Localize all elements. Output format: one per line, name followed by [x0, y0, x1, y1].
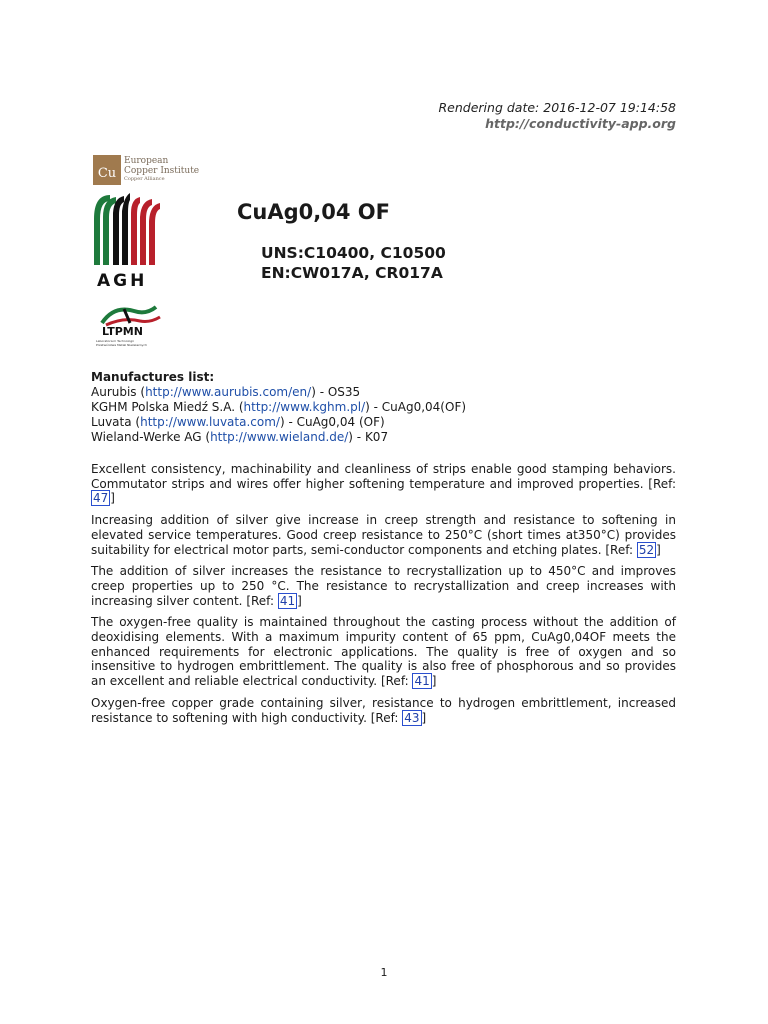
eci-text	[124, 156, 199, 183]
paragraph-text: Increasing addition of silver give increase in creep strength and resistance to softening in elevated service temperatures. Good creep resistance to 250°C (short times at350°C) provides suitability for electrical motor parts, semi-conductor components and etching plates.	[91, 513, 676, 557]
ref-link[interactable]: 41	[279, 593, 296, 608]
ltpmn-sub-line-1: Laboratorium Technologii	[96, 339, 134, 343]
en-code: EN:CW017A, CR017A	[261, 264, 443, 282]
site-url-link[interactable]: http://conductivity-app.org	[485, 116, 676, 131]
ref-link[interactable]: 47	[93, 491, 109, 506]
ref-suffix: ]	[421, 710, 427, 725]
ref-link[interactable]: 52	[638, 542, 655, 557]
document-header	[439, 100, 677, 132]
ref-prefix: [Ref:	[246, 593, 278, 608]
manufacturers-list	[91, 370, 676, 445]
ref-suffix: ]	[656, 542, 661, 557]
manufacturer-url-link[interactable]: http://www.luvata.com/	[140, 415, 280, 429]
eci-line-2: Copper Institute	[124, 166, 200, 176]
manufacturers-heading: Manufactures list:	[91, 370, 215, 384]
manufacturer-name: KGHM Polska Miedź S.A.	[91, 400, 236, 414]
agh-logo	[92, 193, 162, 291]
ref-link[interactable]: 41	[414, 674, 430, 689]
ref-suffix: ]	[110, 491, 115, 506]
ref-suffix: ]	[431, 674, 437, 689]
description-paragraph	[91, 513, 676, 557]
description-paragraph	[91, 462, 676, 506]
eci-line-3: Copper Alliance	[124, 176, 165, 182]
ref-prefix: [Ref:	[370, 710, 403, 725]
ref-prefix: [Ref:	[605, 542, 637, 557]
material-codes	[261, 243, 446, 283]
manufacturer-grade: CuAg0,04(OF)	[381, 400, 467, 414]
manufacturer-url-link[interactable]: http://www.aurubis.com/en/	[145, 385, 312, 399]
ltpmn-subtitle	[96, 339, 147, 347]
agh-emblem-icon	[92, 193, 162, 271]
manufacturer-item: Aurubis (http://www.aurubis.com/en/) - OS35	[91, 385, 361, 399]
ltpmn-emblem-icon	[94, 303, 166, 327]
ltpmn-logo	[94, 303, 166, 349]
ltpmn-label: LTPMN	[102, 325, 143, 338]
ref-prefix: [Ref:	[380, 674, 413, 689]
manufacturer-grade: K07	[364, 430, 389, 444]
paragraph-text: The oxygen-free quality is maintained throughout the casting process without the addition of deoxidising elements. With a maximum impurity content of 65 ppm, CuAg0,04OF meets the enhanced requirements for electronic applications. The quality is free of oxygen and so insensitive to hydrogen embrittlement. The quality is also free of phosphorous and so provides an excellent and reliable electrical conductivity.	[91, 615, 676, 689]
rendering-date: Rendering date: 2016-12-07 19:14:58	[438, 100, 676, 115]
agh-label: AGH	[97, 271, 148, 291]
description-paragraph	[91, 615, 676, 689]
uns-code: UNS:C10400, C10500	[261, 244, 446, 262]
european-copper-institute-logo	[93, 155, 203, 185]
manufacturer-name: Wieland-Werke AG	[91, 430, 202, 444]
manufacturer-grade: CuAg0,04 (OF)	[296, 415, 385, 429]
paragraph-text: The addition of silver increases the resistance to recrystallization up to 450°C and improves creep properties up to 250 °C. The resistance to recrystallization and creep increases with increasing silver content.	[91, 564, 676, 608]
manufacturer-name: Luvata	[91, 415, 132, 429]
eci-symbol: Cu	[93, 155, 121, 185]
eci-line-1: European	[124, 156, 169, 166]
paragraph-text: Excellent consistency, machinability and cleanliness of strips enable good stamping behaviors. Commutator strips and wires offer higher softening temperature and improved properties.	[91, 462, 676, 491]
manufacturer-name: Aurubis	[91, 385, 137, 399]
ref-suffix: ]	[297, 593, 302, 608]
manufacturer-item: KGHM Polska Miedź S.A. (http://www.kghm.pl/) - CuAg0,04(OF)	[91, 400, 467, 414]
ref-link[interactable]: 43	[404, 710, 420, 725]
page-number: 1	[380, 966, 388, 979]
manufacturer-url-link[interactable]: http://www.kghm.pl/	[243, 400, 366, 414]
material-title: CuAg0,04 OF	[237, 200, 390, 224]
manufacturer-url-link[interactable]: http://www.wieland.de/	[210, 430, 349, 444]
ltpmn-sub-line-2: Przetwórstwa Metali Nieżelaznych	[96, 343, 147, 347]
ref-prefix: [Ref:	[648, 476, 676, 491]
manufacturers-items	[91, 385, 676, 445]
description-paragraph	[91, 564, 676, 608]
material-description	[91, 462, 676, 732]
manufacturer-grade: OS35	[327, 385, 361, 399]
manufacturer-item: Wieland-Werke AG (http://www.wieland.de/) - K07	[91, 430, 389, 444]
description-paragraph	[91, 696, 676, 725]
manufacturer-item: Luvata (http://www.luvata.com/) - CuAg0,04 (OF)	[91, 415, 385, 429]
paragraph-text: Oxygen-free copper grade containing silver, resistance to hydrogen embrittlement, increased resistance to softening with high conductivity.	[91, 695, 676, 725]
